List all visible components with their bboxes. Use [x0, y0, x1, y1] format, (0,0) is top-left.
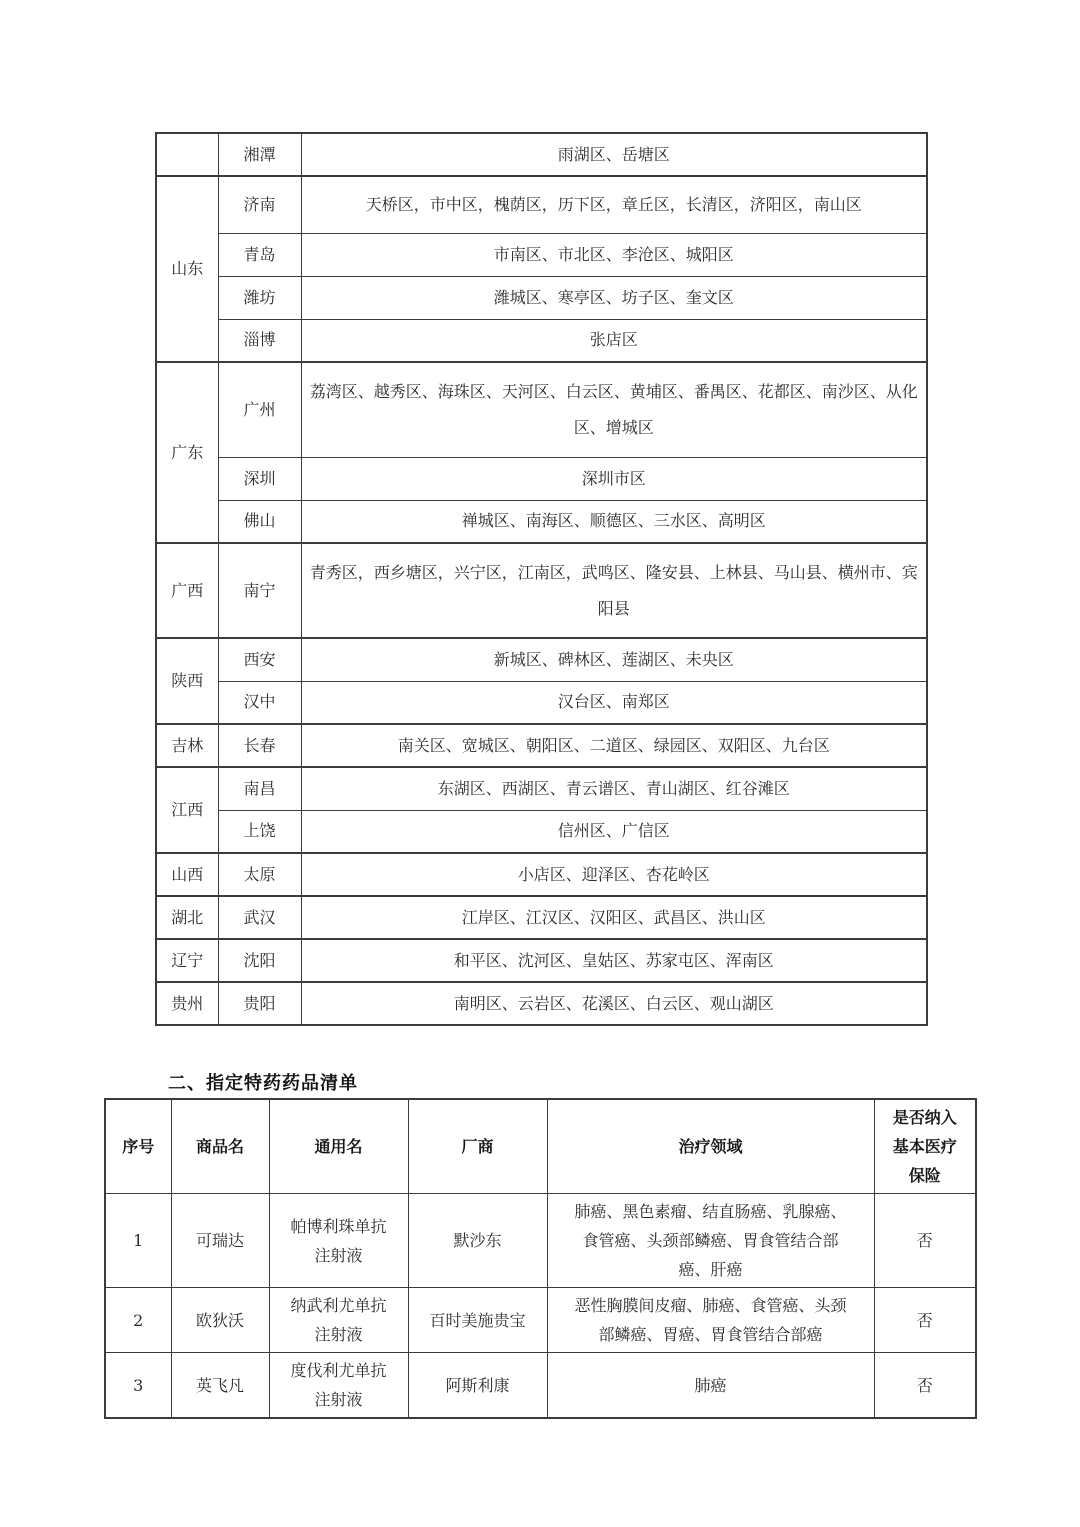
- drug-list-table: [104, 1098, 977, 1419]
- header-label: 序号: [122, 1137, 155, 1156]
- drug-table-header-col-generic: [269, 1099, 408, 1194]
- generic-name-cell: [269, 1353, 408, 1419]
- manufacturer-cell-text: 阿斯利康: [445, 1375, 510, 1395]
- districts-cell: 青秀区，西乡塘区，兴宁区，江南区，武鸣区、隆安县、上林县、马山县、横州市、宾阳县: [301, 543, 927, 638]
- districts-cell: 江岸区、江汉区、汉阳区、武昌区、洪山区: [301, 896, 927, 939]
- city-cell: 沈阳: [218, 939, 301, 982]
- region-row: [156, 853, 927, 896]
- districts-cell: 荔湾区、越秀区、海珠区、天河区、白云区、黄埔区、番禺区、花都区、南沙区、从化区、增城区: [301, 362, 927, 457]
- districts-cell: 汉台区、南郑区: [301, 681, 927, 724]
- province-cell: 广东: [156, 362, 218, 543]
- indications-cell: [547, 1194, 874, 1288]
- drug-no-cell: [105, 1194, 171, 1288]
- insurance-cell: [874, 1194, 976, 1288]
- generic-name-cell-text: 纳武利尤单抗注射液: [290, 1296, 387, 1344]
- brand-name-cell-text: 可瑞达: [195, 1231, 244, 1250]
- insurance-cell-text: 否: [916, 1375, 933, 1395]
- districts-cell: 东湖区、西湖区、青云谱区、青山湖区、红谷滩区: [301, 767, 927, 810]
- brand-name-cell: [171, 1353, 269, 1419]
- city-cell: 长春: [218, 724, 301, 767]
- drug-list-table-body: [105, 1194, 976, 1419]
- districts-cell: 和平区、沈河区、皇姑区、苏家屯区、浑南区: [301, 939, 927, 982]
- manufacturer-cell-text: 默沙东: [453, 1231, 502, 1250]
- city-cell: 西安: [218, 638, 301, 681]
- drug-row: [105, 1288, 976, 1353]
- region-row: [156, 276, 927, 319]
- region-row: [156, 767, 927, 810]
- generic-name-cell-text: 帕博利珠单抗注射液: [290, 1216, 387, 1265]
- drug-no-cell-text: 3: [133, 1375, 144, 1395]
- region-row: [156, 638, 927, 681]
- province-cell: 陕西: [156, 638, 218, 724]
- districts-cell: 深圳市区: [301, 457, 927, 500]
- header-label: 是否纳入基本医疗保险: [892, 1108, 957, 1185]
- brand-name-cell-text: 欧狄沃: [195, 1310, 244, 1330]
- region-row: [156, 982, 927, 1025]
- generic-name-cell-text: 度伐利尤单抗注射液: [290, 1361, 387, 1409]
- manufacturer-cell: [408, 1288, 547, 1353]
- city-cell: 贵阳: [218, 982, 301, 1025]
- province-cell: 湖北: [156, 896, 218, 939]
- districts-cell: 禅城区、南海区、顺德区、三水区、高明区: [301, 500, 927, 543]
- region-row: [156, 362, 927, 457]
- districts-cell: 南关区、宽城区、朝阳区、二道区、绿园区、双阳区、九台区: [301, 724, 927, 767]
- city-cell: 佛山: [218, 500, 301, 543]
- drug-table-header-col-brand: [171, 1099, 269, 1194]
- city-cell: 南宁: [218, 543, 301, 638]
- districts-cell: 新城区、碑林区、莲湖区、未央区: [301, 638, 927, 681]
- insurance-cell-text: 否: [916, 1310, 933, 1330]
- province-cell: 广西: [156, 543, 218, 638]
- province-cell: 贵州: [156, 982, 218, 1025]
- header-label: 通用名: [314, 1137, 363, 1156]
- city-cell: 汉中: [218, 681, 301, 724]
- drug-table-header-col-manufacturer: [408, 1099, 547, 1194]
- districts-cell: 小店区、迎泽区、杏花岭区: [301, 853, 927, 896]
- city-cell: 太原: [218, 853, 301, 896]
- drug-table-header-row: [105, 1099, 976, 1194]
- drug-row: [105, 1353, 976, 1419]
- header-label: 商品名: [195, 1137, 244, 1156]
- districts-cell: 雨湖区、岳塘区: [301, 133, 927, 176]
- province-cell: [156, 133, 218, 176]
- header-label: 厂商: [461, 1137, 494, 1156]
- insurance-cell: [874, 1353, 976, 1419]
- province-cell: 山东: [156, 176, 218, 362]
- region-row: [156, 939, 927, 982]
- districts-cell: 张店区: [301, 319, 927, 362]
- drug-table-header-col-no: [105, 1099, 171, 1194]
- region-row: [156, 500, 927, 543]
- region-row: [156, 724, 927, 767]
- drug-list-section-title: 二、指定特药药品清单: [168, 1073, 358, 1094]
- city-cell: 广州: [218, 362, 301, 457]
- city-cell: 济南: [218, 176, 301, 233]
- region-row: [156, 233, 927, 276]
- province-cell: 山西: [156, 853, 218, 896]
- manufacturer-cell: [408, 1194, 547, 1288]
- manufacturer-cell-text: 百时美施贵宝: [429, 1310, 526, 1330]
- insurance-cell-text: 否: [916, 1231, 933, 1250]
- indications-cell-text: 肺癌: [694, 1375, 727, 1395]
- city-cell: 深圳: [218, 457, 301, 500]
- province-cell: 吉林: [156, 724, 218, 767]
- city-cell: 湘潭: [218, 133, 301, 176]
- brand-name-cell-text: 英飞凡: [195, 1375, 244, 1395]
- city-cell: 武汉: [218, 896, 301, 939]
- brand-name-cell: [171, 1194, 269, 1288]
- city-cell: 潍坊: [218, 276, 301, 319]
- generic-name-cell: [269, 1288, 408, 1353]
- brand-name-cell: [171, 1288, 269, 1353]
- header-label: 治疗领域: [678, 1137, 743, 1156]
- generic-name-cell: [269, 1194, 408, 1288]
- city-cell: 南昌: [218, 767, 301, 810]
- districts-cell: 南明区、云岩区、花溪区、白云区、观山湖区: [301, 982, 927, 1025]
- drug-row: [105, 1194, 976, 1288]
- region-row: [156, 896, 927, 939]
- insurance-cell: [874, 1288, 976, 1353]
- city-cell: 上饶: [218, 810, 301, 853]
- drug-no-cell-text: 2: [133, 1310, 144, 1330]
- region-row: [156, 543, 927, 638]
- indications-cell: [547, 1288, 874, 1353]
- manufacturer-cell: [408, 1353, 547, 1419]
- province-cell: 辽宁: [156, 939, 218, 982]
- drug-list-table-head: [105, 1099, 976, 1194]
- drug-no-cell-text: 1: [133, 1231, 144, 1250]
- region-row: [156, 176, 927, 233]
- region-row: [156, 681, 927, 724]
- districts-cell: 潍城区、寒亭区、坊子区、奎文区: [301, 276, 927, 319]
- region-row: [156, 457, 927, 500]
- region-row: [156, 810, 927, 853]
- drug-table-header-col-insurance: [874, 1099, 976, 1194]
- city-cell: 青岛: [218, 233, 301, 276]
- drug-no-cell: [105, 1288, 171, 1353]
- province-cell: 江西: [156, 767, 218, 853]
- indications-cell: [547, 1353, 874, 1419]
- districts-cell: 市南区、市北区、李沧区、城阳区: [301, 233, 927, 276]
- districts-cell: 天桥区，市中区，槐荫区，历下区，章丘区，长清区，济阳区，南山区: [301, 176, 927, 233]
- drug-table-header-col-indications: [547, 1099, 874, 1194]
- drug-no-cell: [105, 1353, 171, 1419]
- region-row: [156, 319, 927, 362]
- region-coverage-table: [155, 132, 928, 1026]
- region-coverage-table-body: [156, 133, 927, 1025]
- region-row: [156, 133, 927, 176]
- districts-cell: 信州区、广信区: [301, 810, 927, 853]
- city-cell: 淄博: [218, 319, 301, 362]
- indications-cell-text: 恶性胸膜间皮瘤、肺癌、食管癌、头颈部鳞癌、胃癌、胃食管结合部癌: [574, 1296, 847, 1344]
- indications-cell-text: 肺癌、黑色素瘤、结直肠癌、乳腺癌、食管癌、头颈部鳞癌、胃食管结合部癌、肝癌: [574, 1202, 847, 1279]
